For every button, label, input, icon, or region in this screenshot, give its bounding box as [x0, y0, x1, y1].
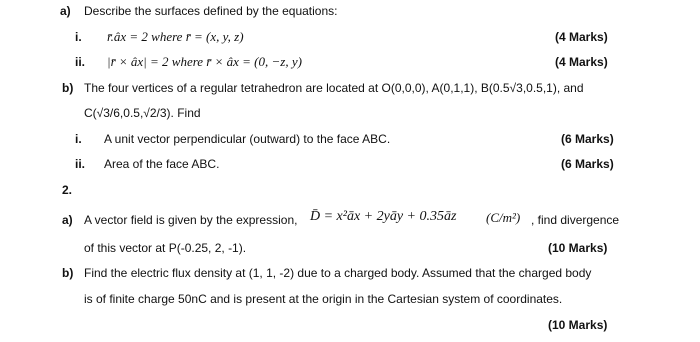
q2b-label: b): [62, 266, 74, 280]
q2b-marks: (10 Marks): [548, 318, 608, 332]
q2-number: 2.: [62, 183, 73, 197]
q1a-ii-marks: (4 Marks): [555, 55, 608, 69]
q2a-marks: (10 Marks): [548, 241, 608, 255]
q1b-text-line1: The four vertices of a regular tetrahedron are located at O(0,0,0), A(0,1,1), B(0.5√3,0.5,1), and: [84, 81, 584, 95]
q1a-text: Describe the surfaces defined by the equations:: [84, 4, 338, 18]
q2b-line1: Find the electric flux density at (1, 1, -2) due to a charged body. Assumed that the charged body: [84, 266, 592, 280]
q1a-label: a): [60, 4, 71, 18]
q1a-i-equation: r̄.âx = 2 where r̄ = (x, y, z): [107, 29, 244, 44]
q2a-expression: D̄ = x²āx + 2yāy + 0.35āz: [310, 209, 457, 224]
q1b-ii-num: ii.: [75, 157, 86, 171]
q1b-label: b): [62, 81, 74, 95]
q2a-text-pre: A vector field is given by the expression,: [84, 213, 298, 227]
q1b-i-marks: (6 Marks): [561, 132, 614, 146]
q2a-label: a): [62, 213, 73, 227]
q2a-text-post: , find divergence: [531, 213, 620, 227]
q1b-i-text: A unit vector perpendicular (outward) to the face ABC.: [104, 132, 391, 146]
q1b-ii-text: Area of the face ABC.: [104, 157, 220, 171]
q2a-line2: of this vector at P(-0.25, 2, -1).: [84, 241, 247, 255]
q1a-i-num: i.: [75, 30, 82, 44]
q2b-line2: is of finite charge 50nC and is present at the origin in the Cartesian system of coordinates.: [84, 292, 563, 306]
q1b-ii-marks: (6 Marks): [561, 157, 614, 171]
q1b-i-num: i.: [75, 132, 82, 146]
q1a-i-marks: (4 Marks): [555, 30, 608, 44]
q2a-unit: (C/m²): [486, 210, 521, 225]
q1a-ii-equation: |r̄ × âx| = 2 where r̄ × âx = (0, −z, y): [107, 54, 302, 69]
q1b-text-line2: C(√3/6,0.5,√2/3). Find: [84, 106, 201, 120]
q1a-ii-num: ii.: [75, 55, 86, 69]
